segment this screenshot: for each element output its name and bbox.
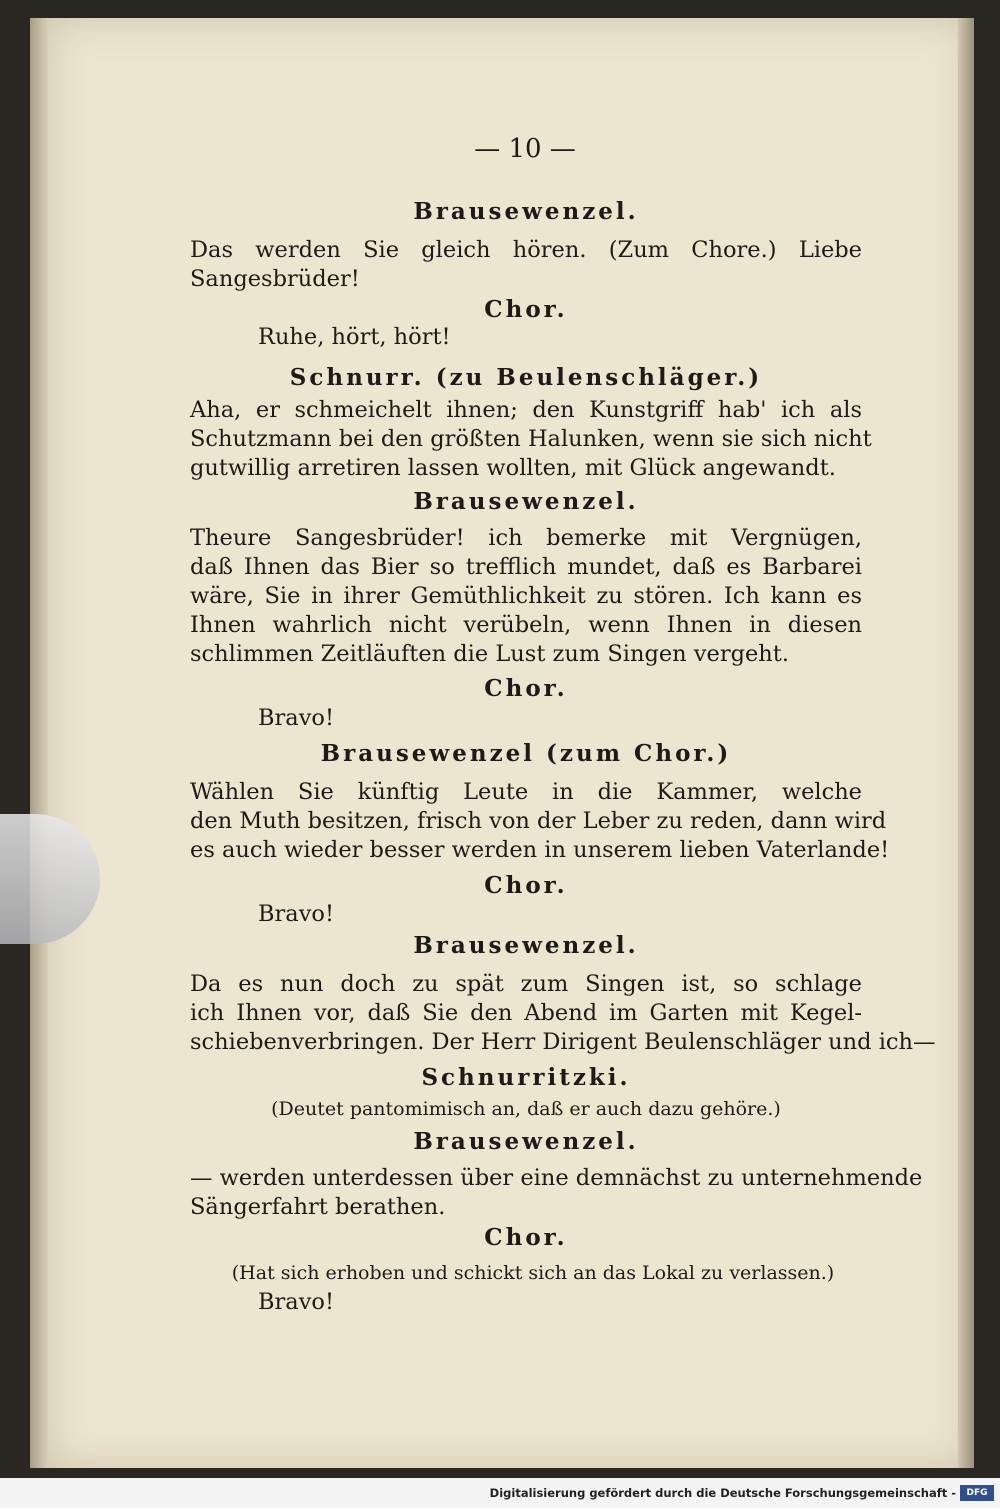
text-line: Das werden Sie gleich hören. (Zum Chore.) Liebe bbox=[190, 237, 862, 263]
text-line: Theure Sangesbrüder! ich bemerke mit Vergnügen, bbox=[190, 525, 862, 551]
text-line: schlimmen Zeitläuften die Lust zum Singen vergeht. bbox=[190, 641, 789, 667]
text-line: Bravo! bbox=[258, 1289, 335, 1315]
digitization-footer bbox=[0, 1478, 1000, 1508]
speaker-label: Brausewenzel (zum Chor.) bbox=[320, 740, 732, 767]
speaker-label: Chor. bbox=[484, 675, 568, 702]
dfg-logo: DFG bbox=[960, 1485, 994, 1501]
funding-credit: Digitalisierung gefördert durch die Deutsche Forschungsgemeinschaft - bbox=[489, 1486, 956, 1500]
speaker-label: Brausewenzel. bbox=[413, 1128, 639, 1155]
text-line: es auch wieder besser werden in unserem lieben Vaterlande! bbox=[190, 837, 890, 863]
speaker-label: Schnurritzki. bbox=[421, 1064, 631, 1091]
speaker-label: Chor. bbox=[484, 872, 568, 899]
dialogue-block bbox=[258, 1288, 862, 1317]
text-line: schiebenverbringen. Der Herr Dirigent Beulenschläger und ich— bbox=[190, 1029, 936, 1055]
dialogue-block bbox=[190, 236, 862, 294]
text-line: Bravo! bbox=[258, 705, 335, 731]
dialogue-block bbox=[190, 1164, 923, 1222]
text-line: ich Ihnen vor, daß Sie den Abend im Garten mit Kegel- bbox=[190, 1000, 862, 1026]
book-spine-left bbox=[30, 18, 48, 1468]
text-line: Aha, er schmeichelt ihnen; den Kunstgriff hab' ich als bbox=[190, 397, 862, 423]
speaker-label: Brausewenzel. bbox=[413, 488, 639, 515]
dialogue-block bbox=[258, 323, 862, 352]
text-line: Da es nun doch zu spät zum Singen ist, so schlage bbox=[190, 971, 862, 997]
page-edge-right bbox=[958, 18, 974, 1468]
text-line: Schutzmann bei den größten Halunken, wenn sie sich nicht bbox=[190, 426, 872, 452]
dialogue-block bbox=[258, 900, 862, 929]
stage-direction: (Deutet pantomimisch an, daß er auch dazu gehöre.) bbox=[271, 1098, 781, 1120]
text-line: gutwillig arretiren lassen wollten, mit Glück angewandt. bbox=[190, 455, 836, 481]
dialogue-block bbox=[190, 524, 862, 669]
speaker-label: Schnurr. (zu Beulenschläger.) bbox=[289, 364, 763, 391]
text-line: — werden unterdessen über eine demnächst zu unternehmende bbox=[190, 1165, 923, 1191]
dialogue-block bbox=[190, 396, 872, 483]
speaker-label: Chor. bbox=[484, 1224, 568, 1251]
text-line: Bravo! bbox=[258, 901, 335, 927]
stage-direction: (Hat sich erhoben und schickt sich an das Lokal zu verlassen.) bbox=[231, 1262, 835, 1284]
speaker-label: Chor. bbox=[484, 296, 568, 323]
speaker-label: Brausewenzel. bbox=[413, 198, 639, 225]
text-line: wäre, Sie in ihrer Gemüthlichkeit zu stören. Ich kann es bbox=[190, 583, 862, 609]
text-line: Ihnen wahrlich nicht verübeln, wenn Ihnen in diesen bbox=[190, 612, 862, 638]
text-line: Sangesbrüder! bbox=[190, 266, 360, 292]
text-line: Wählen Sie künftig Leute in die Kammer, welche bbox=[190, 779, 862, 805]
dialogue-block bbox=[190, 778, 890, 865]
text-line: Sängerfahrt berathen. bbox=[190, 1194, 446, 1220]
text-line: daß Ihnen das Bier so trefflich mundet, daß es Barbarei bbox=[190, 554, 862, 580]
page-number: — 10 — bbox=[474, 134, 576, 164]
speaker-label: Brausewenzel. bbox=[413, 932, 639, 959]
dialogue-block bbox=[190, 970, 936, 1057]
text-line: den Muth besitzen, frisch von der Leber zu reden, dann wird bbox=[190, 808, 887, 834]
dialogue-block bbox=[258, 704, 862, 733]
text-line: Ruhe, hört, hört! bbox=[258, 324, 451, 350]
